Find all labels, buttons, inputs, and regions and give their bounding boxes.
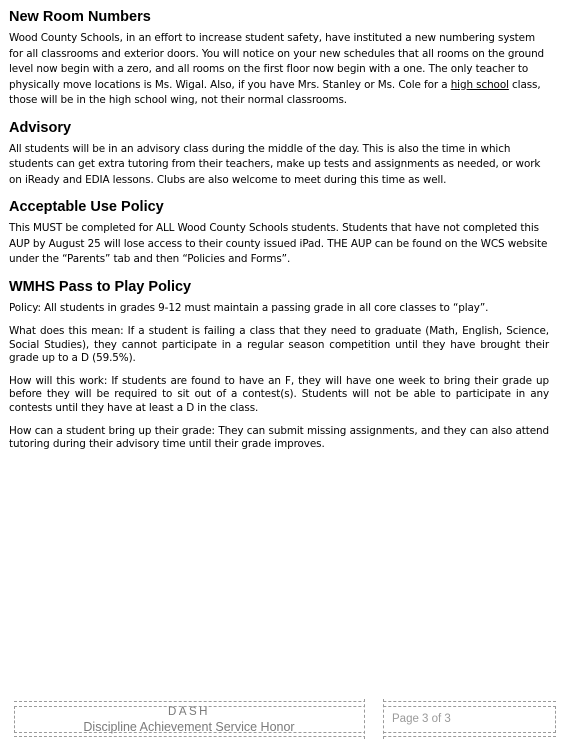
room-numbers-text: Wood County Schools, in an effort to increase student safety, have instituted a new numbering system for all classrooms and exterior doors. You will notice on your new schedules that all rooms on the ground level now begin with a zero, and all rooms on the first floor now begin with a one. The only teacher to physically move locations is Ms. Wigal. Also, if you have Mrs. Stanley or Ms. Cole for a bbox=[9, 32, 545, 91]
paragraph-advisory: All students will be in an advisory class during the middle of the day. This is also the time in which students can get extra tutoring from their teachers, make up tests and assignments as needed, or work on iReady and EDIA lessons. Clubs are also welcome to meet during this time as well. bbox=[9, 142, 541, 186]
room-numbers-text-end: class, those will be in the high school wing, not their normal classrooms. bbox=[9, 78, 541, 106]
footer-acronym: DASH bbox=[168, 706, 210, 718]
paragraph-policy: Policy: All students in grades 9-12 must maintain a passing grade in all core classes to “play”. bbox=[9, 301, 489, 314]
paragraph-how-will-this-work: How will this work: If students are found to have an F, they will have one week to bring their grade up before they will be required to sit out of a contest(s). Students will not be able to participate in any contests until they have at least a D in the class. bbox=[9, 374, 549, 414]
paragraph-bring-up-grade: How can a student bring up their grade: They can submit missing assignments, and they can also attend tutoring during their advisory time until their grade improves. bbox=[9, 424, 549, 451]
page-footer bbox=[14, 701, 556, 737]
heading-advisory: Advisory bbox=[9, 119, 72, 136]
paragraph-new-room-numbers bbox=[9, 31, 549, 109]
heading-acceptable-use-policy: Acceptable Use Policy bbox=[9, 199, 164, 215]
page-number: Page 3 of 3 bbox=[392, 713, 451, 725]
document-page bbox=[9, 8, 549, 461]
footer-motto: Discipline Achievement Service Honor bbox=[83, 720, 295, 734]
paragraph-acceptable-use-policy: This MUST be completed for ALL Wood County Schools students. Students that have not completed this AUP by August 25 will lose access to their county issued iPad. THE AUP can be found on the WCS website under the “Parents” tab and then “Policies and Forms”. bbox=[9, 222, 548, 265]
paragraph-what-does-this-mean: What does this mean: If a student is failing a class that they need to graduate (Math, English, Science, Social Studies), they cannot participate in a regular season competition until they have brought their grade up to a D (59.5%). bbox=[9, 325, 549, 365]
heading-new-room-numbers: New Room Numbers bbox=[9, 9, 151, 25]
footer-left-block bbox=[14, 706, 364, 735]
footer-divider bbox=[364, 699, 384, 739]
high-school-underlined: high school bbox=[450, 78, 509, 91]
heading-pass-to-play: WMHS Pass to Play Policy bbox=[9, 278, 192, 295]
